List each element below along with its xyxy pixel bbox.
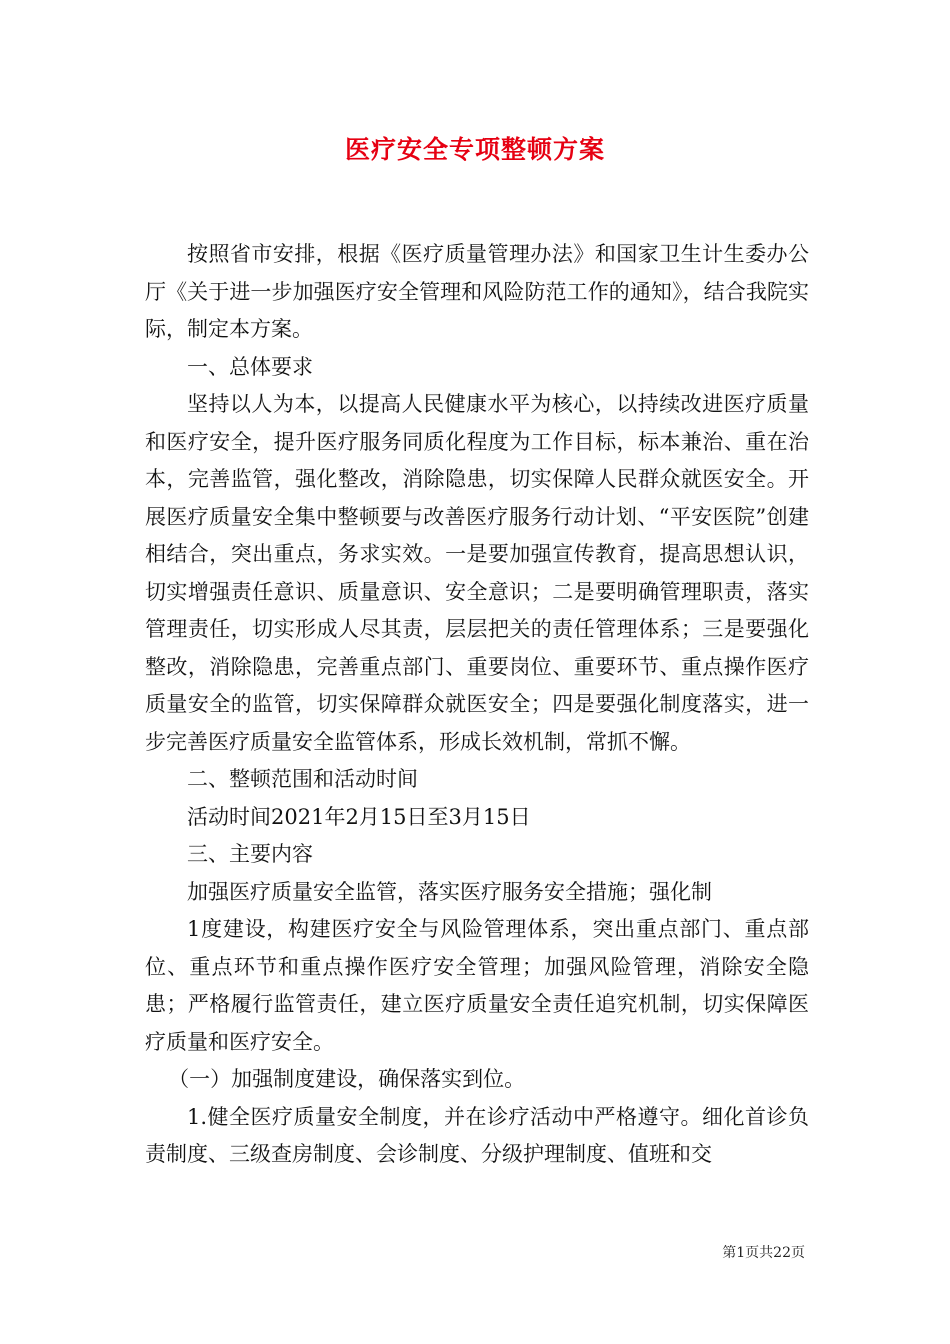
main-content-paragraph: 加强医疗质量安全监管，落实医疗服务安全措施；强化制	[187, 879, 712, 904]
activity-time-paragraph: 活动时间2021年2月15日至3月15日	[187, 804, 531, 829]
subsection-heading-system-building: （一）加强制度建设，确保落实到位。	[168, 1067, 526, 1091]
page-number-footer: 第1页共22页	[722, 1245, 805, 1261]
document-body	[145, 236, 809, 1174]
section-heading-general-requirements: 一、总体要求	[187, 354, 313, 379]
document-title: 医疗安全专项整顿方案	[344, 135, 605, 164]
system-building-item-1: 1.健全医疗质量安全制度，并在诊疗活动中严格遵守。细化首诊负责制度、三级查房制度、会诊制度、分级护理制度、值班和交	[145, 1104, 809, 1166]
general-requirements-paragraph: 坚持以人为本，以提高人民健康水平为核心，以持续改进医疗质量和医疗安全，提升医疗服务同质化程度为工作目标，标本兼治、重在治本，完善监管，强化整改，消除隐患，切实保障人民群众就医安全。开展医疗质量安全集中整顿要与改善医疗服务行动计划、“平安医院”创建相结合，突出重点，务求实效。一是要加强宣传教育，提高思想认识，切实增强责任意识、质量意识、安全意识；二是要明确管理职责，落实管理责任，切实形成人尽其责，层层把关的责任管理体系；三是要强化整改，消除隐患，完善重点部门、重要岗位、重要环节、重点操作医疗质量安全的监管，切实保障群众就医安全；四是要强化制度落实，进一步完善医疗质量安全监管体系，形成长效机制，常抓不懈。	[145, 392, 809, 754]
main-content-continued-paragraph: 1度建设，构建医疗安全与风险管理体系，突出重点部门、重点部位、重点环节和重点操作医疗安全管理；加强风险管理，消除安全隐患；严格履行监管责任，建立医疗质量安全责任追究机制，切实保障医疗质量和医疗安全。	[145, 917, 809, 1054]
section-heading-scope-and-time: 二、整顿范围和活动时间	[187, 767, 418, 791]
section-heading-main-content: 三、主要内容	[187, 842, 313, 866]
intro-paragraph: 按照省市安排，根据《医疗质量管理办法》和国家卫生计生委办公厅《关于进一步加强医疗安全管理和风险防范工作的通知》，结合我院实际，制定本方案。	[145, 242, 809, 341]
